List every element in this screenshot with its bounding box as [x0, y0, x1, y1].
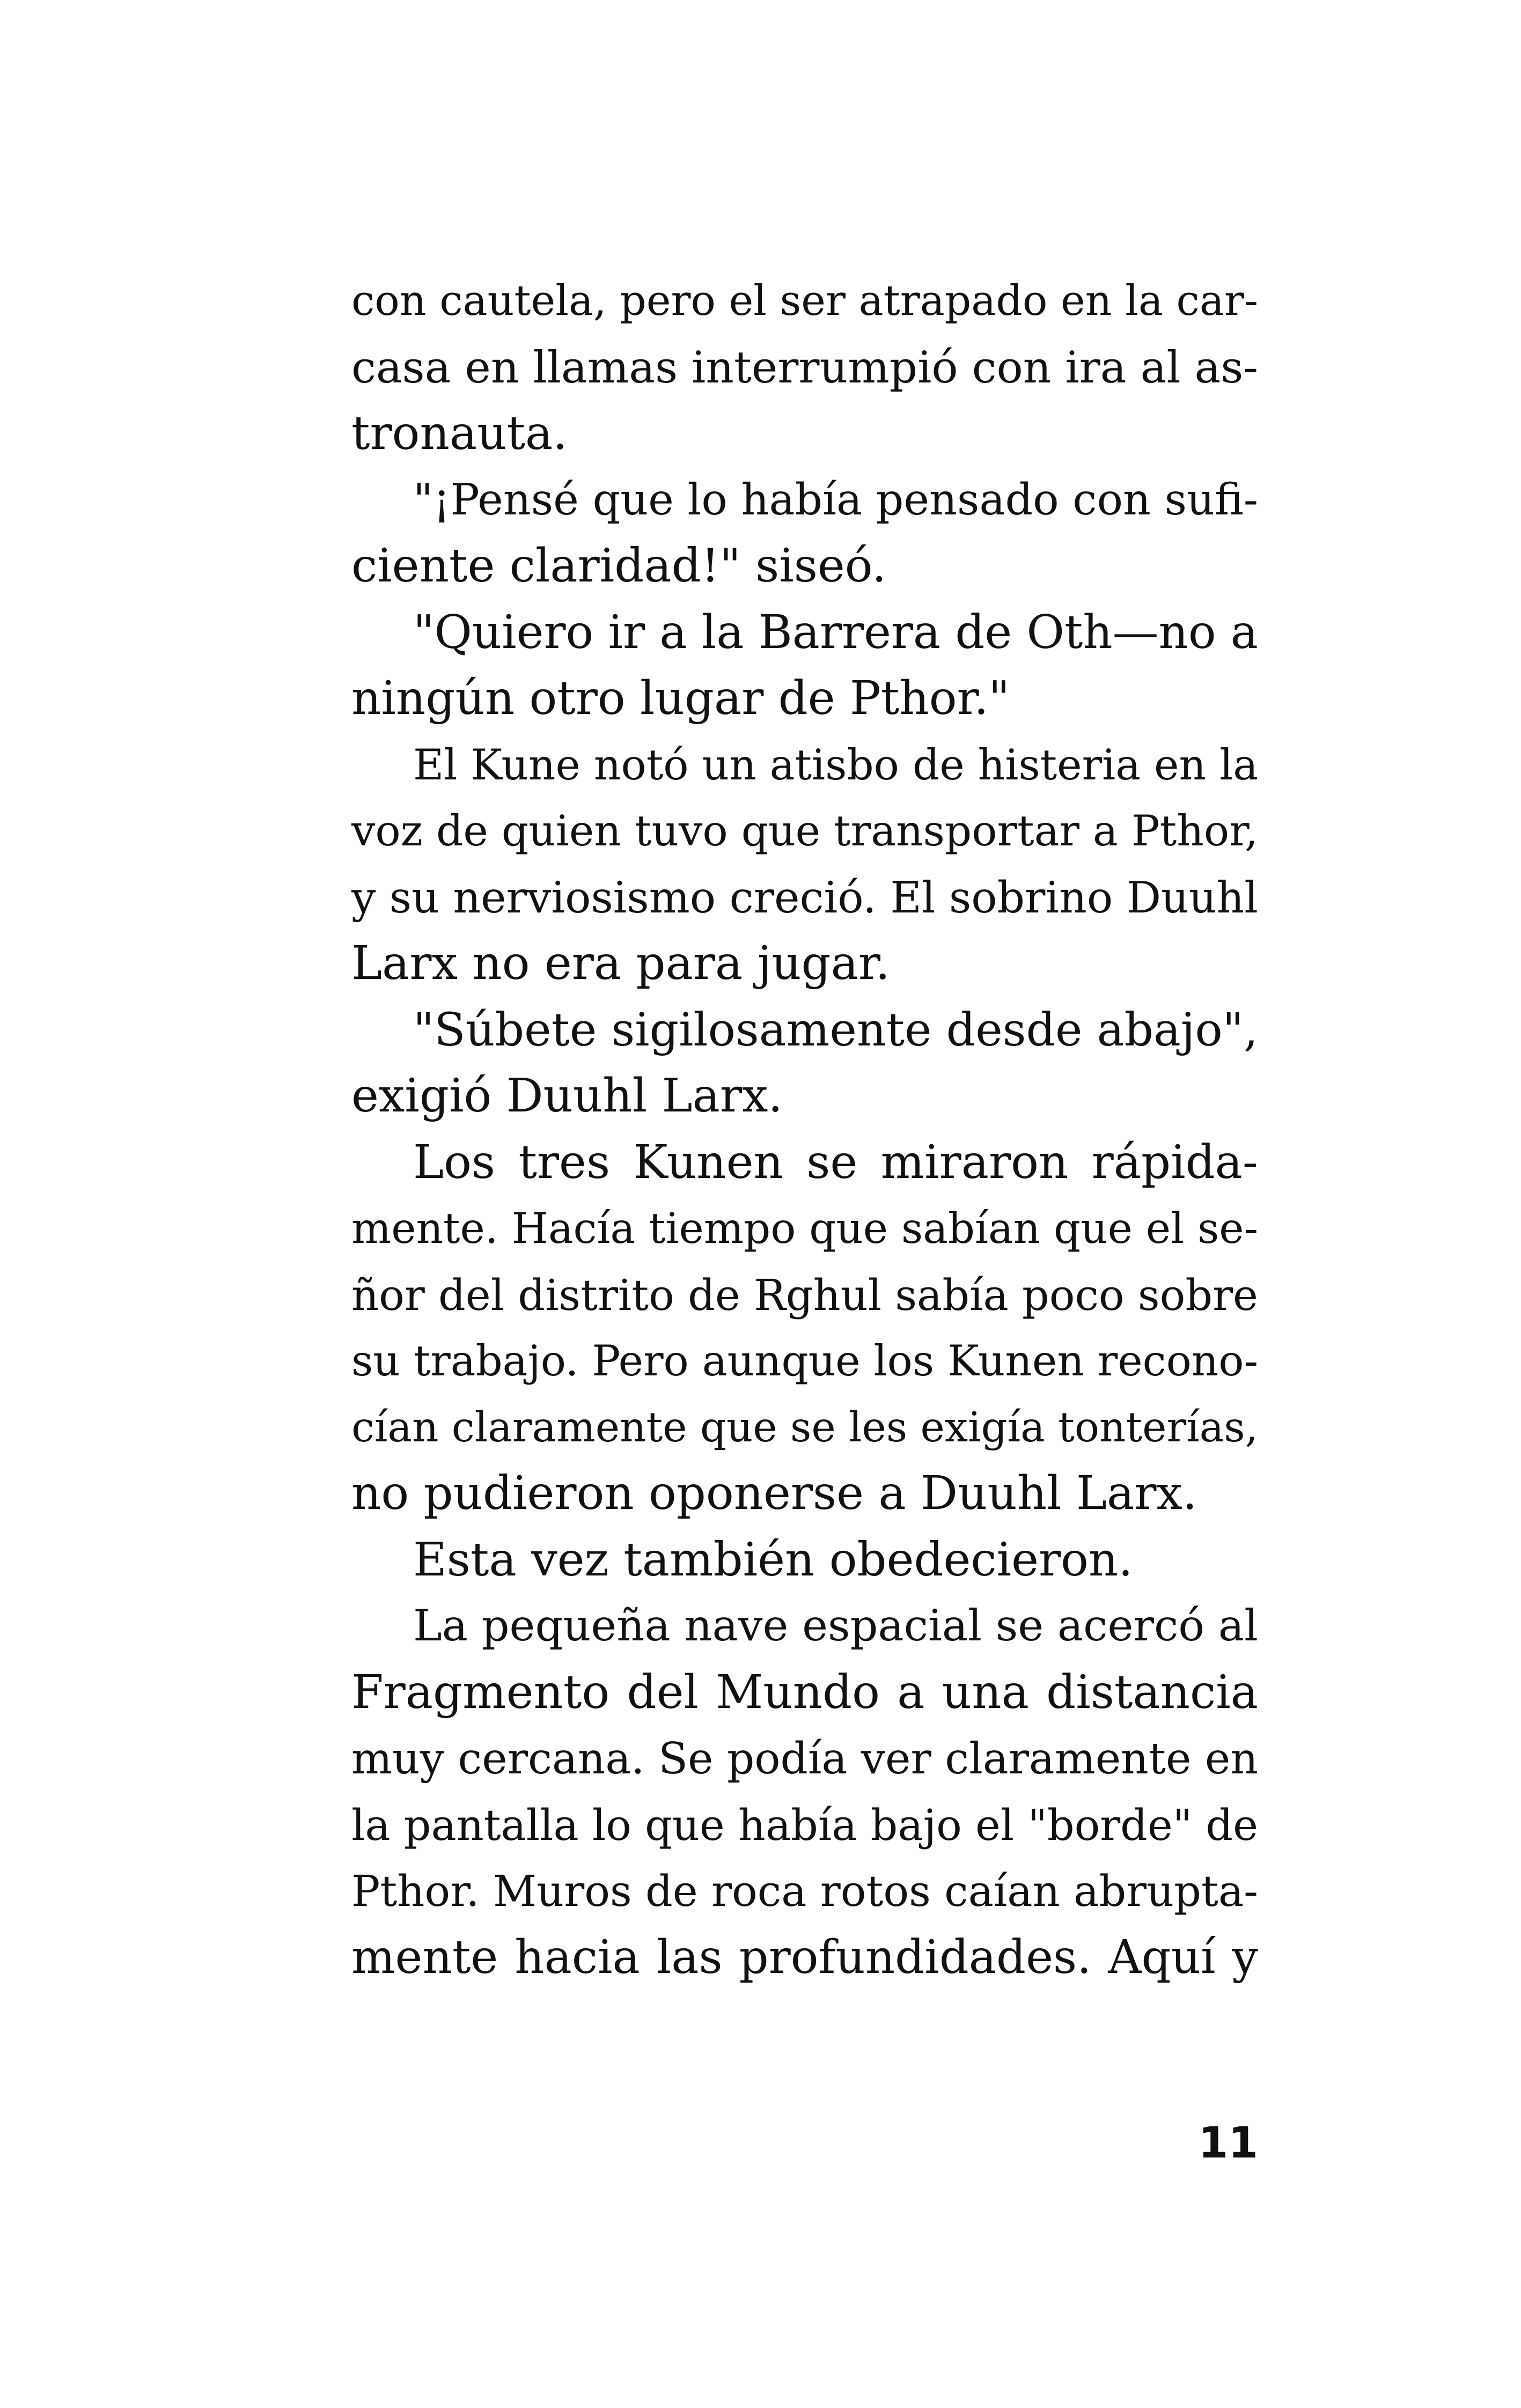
text-line: La pequeña nave espacial se acercó al — [413, 1601, 1258, 1651]
text-line: mente hacia las profundidades. Aquí y — [351, 1930, 1258, 1984]
text-line: "Súbete sigilosamente desde abajo", — [413, 1003, 1258, 1057]
text-line: Los tres Kunen se miraron rápida- — [413, 1135, 1258, 1189]
text-line: su trabajo. Pero aunque los Kunen recono- — [351, 1337, 1258, 1386]
text-line: Pthor. Muros de roca rotos caían abrupta- — [351, 1866, 1258, 1916]
text-line: Esta vez también obedecieron. — [413, 1533, 1133, 1587]
text-line: Larx no era para jugar. — [351, 937, 890, 990]
text-line: ningún otro lugar de Pthor." — [351, 672, 1010, 725]
text-line: la pantalla lo que había bajo el "borde" de — [351, 1800, 1258, 1850]
page-number: 11 — [1198, 2118, 1258, 2168]
text-line: ñor del distrito de Rghul sabía poco sobre — [351, 1270, 1258, 1320]
text-line: cían claramente que se les exigía tonterías, — [351, 1403, 1258, 1452]
text-line: mente. Hacía tiempo que sabían que el se- — [351, 1204, 1259, 1253]
text-line: ciente claridad!" siseó. — [351, 539, 887, 593]
text-line: y su nerviosismo creció. El sobrino Duuhl — [351, 872, 1258, 923]
text-line: muy cercana. Se podía ver claramente en — [351, 1734, 1258, 1784]
body-text — [351, 268, 1258, 1991]
text-line: no pudieron oponerse a Duuhl Larx. — [351, 1467, 1197, 1520]
text-line: con cautela, pero el ser atrapado en la car- — [351, 277, 1258, 325]
text-line: voz de quien tuvo que transportar a Pthor, — [351, 806, 1258, 856]
text-line: casa en llamas interrumpió con ira al as- — [351, 342, 1258, 393]
text-line: tronauta. — [351, 407, 568, 460]
text-line: exigió Duuhl Larx. — [351, 1069, 783, 1123]
text-line: El Kune notó un atisbo de histeria en la — [413, 740, 1258, 790]
text-line: "¡Pensé que lo había pensado con sufi- — [413, 474, 1258, 525]
text-line: Fragmento del Mundo a una distancia — [351, 1665, 1258, 1719]
text-line: "Quiero ir a la Barrera de Oth—no a — [413, 605, 1258, 659]
